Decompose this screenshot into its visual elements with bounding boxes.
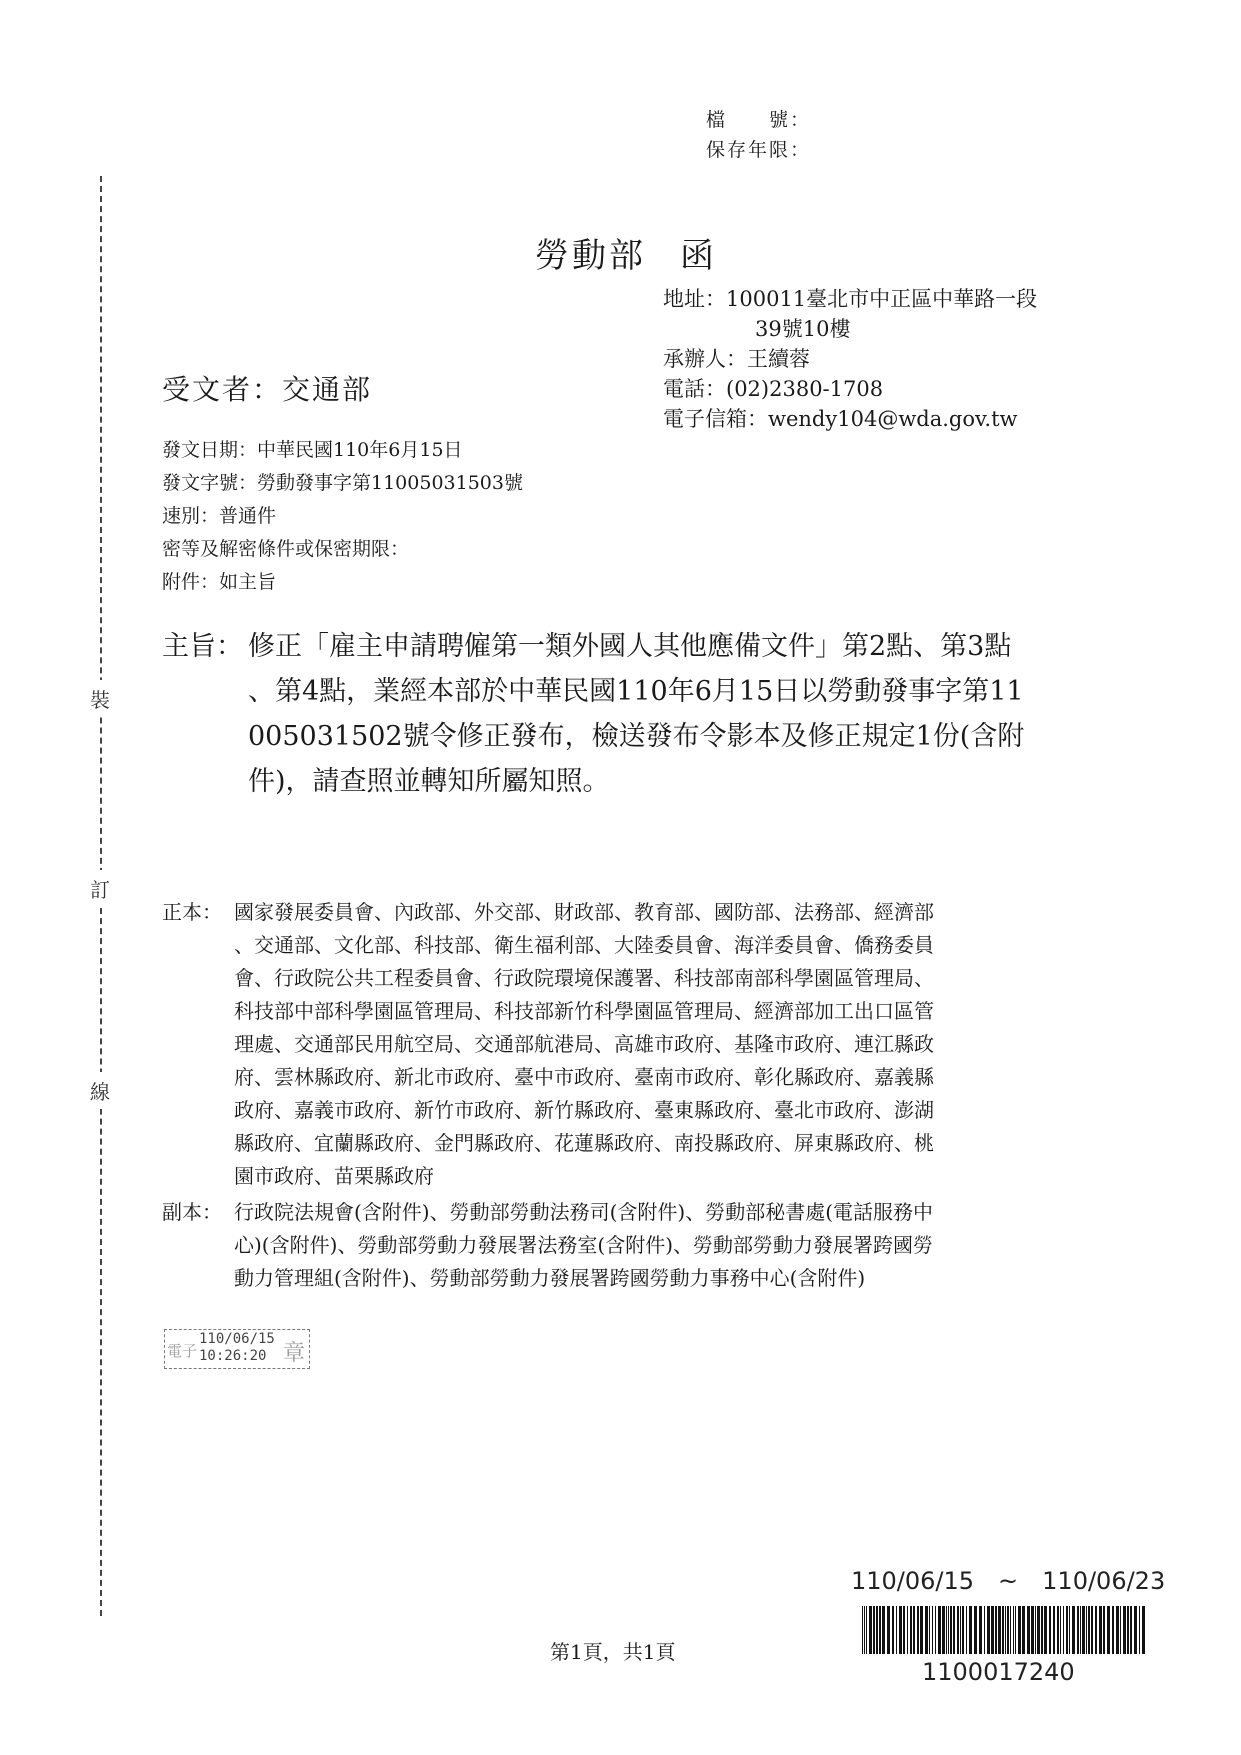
barcode-number: 1100017240 [922,1658,1075,1686]
barcode-bar [1142,1606,1145,1654]
barcode-bar [942,1606,945,1654]
barcode-bar [998,1606,1001,1654]
barcode-bar [1095,1606,1097,1654]
barcode-bar [1112,1606,1114,1654]
barcode-bar [1139,1606,1140,1654]
stamp-left-char: 電子 [167,1342,198,1360]
page-number: 第1頁，共1頁 [550,1640,676,1664]
binding-mark-xian: 線 [90,1072,110,1109]
copy-recipients-line: 心)(含附件)、勞動部勞動力發展署法務室(含附件)、勞動部勞動力發展署跨國勞 [234,1233,934,1257]
barcode-bar [962,1606,964,1654]
barcode-bar [1053,1606,1055,1654]
barcode-bar [1027,1606,1030,1654]
barcode-bar [948,1606,949,1654]
secrecy-level: 密等及解密條件或保密期限： [162,538,410,560]
barcode-bar [1007,1606,1009,1654]
barcode-bar [920,1606,923,1654]
barcode-bar [1060,1606,1061,1654]
barcode-bar [984,1606,985,1654]
barcode-bar [987,1606,990,1654]
stamp-right-char: 章 [282,1341,305,1366]
address-line-1: 地址：100011臺北市中正區中華路一段 [663,287,1038,311]
barcode-bar [995,1606,997,1654]
primary-recipients-section [162,896,934,1193]
barcode-bar [882,1606,885,1654]
primary-recipients-line: 政府、嘉義市政府、新竹市政府、新竹縣政府、臺東縣政府、臺北市政府、澎湖 [234,1098,934,1122]
subject-line: 件)，請查照並轉知所屬知照。 [248,766,610,797]
contact-block [663,284,1037,434]
issue-meta [162,434,523,599]
stamp-time: 10:26:20 [199,1348,267,1364]
barcode [860,1606,1150,1654]
barcode-bar [1010,1606,1011,1654]
barcode-bar [1116,1606,1119,1654]
primary-recipients-line: 府、雲林縣政府、新北市政府、臺中市政府、臺南市政府、彰化縣政府、嘉義縣 [234,1065,934,1089]
barcode-bar [1066,1606,1068,1654]
retention-period-label: 保存年限： [706,139,812,161]
barcode-bar [1002,1606,1004,1654]
delivery-speed: 速別：普通件 [162,505,277,527]
barcode-bar [864,1606,865,1654]
barcode-bar [1080,1606,1081,1654]
barcode-bar [917,1606,919,1654]
barcode-bar [873,1606,875,1654]
barcode-bar [887,1606,890,1654]
primary-recipients-line: 、交通部、文化部、科技部、衛生福利部、大陸委員會、海洋委員會、僑務委員 [234,933,934,957]
subject-label: 主旨： [162,631,243,662]
barcode-bar [935,1606,936,1654]
barcode-bar [969,1606,972,1654]
barcode-bar [896,1606,897,1654]
barcode-bar [862,1606,863,1654]
barcode-bar [1015,1606,1016,1654]
barcode-bar [932,1606,933,1654]
validity-date-range: 110/06/15 ~ 110/06/23 [851,1567,1166,1595]
barcode-bar [1107,1606,1110,1654]
primary-recipients-line: 園市政府、苗栗縣政府 [234,1164,434,1188]
barcode-bar [1077,1606,1079,1654]
barcode-bar [1072,1606,1075,1654]
barcode-bar [1063,1606,1064,1654]
barcode-bar [910,1606,912,1654]
barcode-bar [899,1606,902,1654]
barcode-bar [1057,1606,1059,1654]
barcode-bar [1082,1606,1085,1654]
barcode-bar [1123,1606,1126,1654]
barcode-bar [1037,1606,1040,1654]
copy-recipients-label: 副本： [162,1200,222,1224]
barcode-bar [1086,1606,1087,1654]
barcode-bar [953,1606,955,1654]
subject-section [162,624,1112,804]
file-number-label: 檔 號： [706,109,812,131]
address-line-2: 39號10樓 [755,317,851,341]
primary-recipients-line: 科技部中部科學園區管理局、科技部新竹科學園區管理局、經濟部加工出口區管 [234,999,934,1023]
barcode-bar [957,1606,959,1654]
primary-recipients-line: 會、行政院公共工程委員會、行政院環境保護署、科技部南部科學園區管理局、 [234,966,934,990]
issue-date: 發文日期：中華民國110年6月15日 [162,439,463,461]
barcode-bar [974,1606,977,1654]
barcode-bar [925,1606,928,1654]
barcode-bar [879,1606,881,1654]
barcode-bar [1103,1606,1105,1654]
barcode-bar [966,1606,967,1654]
barcode-bar [903,1606,905,1654]
attachment-info: 附件：如主旨 [162,571,277,593]
barcode-bar [913,1606,915,1654]
copy-recipients-section [162,1196,933,1295]
barcode-bar [1013,1606,1014,1654]
barcode-bar [929,1606,930,1654]
primary-recipients-line: 理處、交通部民用航空局、交通部航港局、高雄市政府、基隆市政府、連江縣政 [234,1032,934,1056]
stamp-date: 110/06/15 [199,1331,275,1347]
barcode-bar [907,1606,908,1654]
recipient: 受文者：交通部 [162,373,373,406]
barcode-bar [991,1606,994,1654]
barcode-bar [1088,1606,1090,1654]
barcode-bar [1120,1606,1121,1654]
barcode-bar [1041,1606,1043,1654]
electronic-seal-stamp [164,1329,310,1369]
barcode-bar [1049,1606,1051,1654]
barcode-bar [1005,1606,1006,1654]
barcode-bar [1069,1606,1070,1654]
subject-line: 修正「雇主申請聘僱第一類外國人其他應備文件」第2點、第3點 [248,631,1012,662]
subject-line: 、第4點，業經本部於中華民國110年6月15日以勞動發事字第11 [248,676,1024,707]
barcode-bar [950,1606,952,1654]
barcode-bar [938,1606,941,1654]
barcode-bar [1091,1606,1093,1654]
subject-line: 005031502號令修正發布，檢送發布令影本及修正規定1份(含附 [248,721,1025,752]
barcode-bar [876,1606,878,1654]
barcode-bar [1031,1606,1034,1654]
barcode-bar [892,1606,894,1654]
copy-recipients-line: 行政院法規會(含附件)、勞動部勞動法務司(含附件)、勞動部秘書處(電話服務中 [234,1200,934,1224]
barcode-bar [1134,1606,1137,1654]
agency-name: 勞動部 [535,236,646,276]
document-number: 發文字號：勞動發事字第11005031503號 [162,472,523,494]
barcode-bar [946,1606,947,1654]
primary-recipients-line: 國家發展委員會、內政部、外交部、財政部、教育部、國防部、法務部、經濟部 [234,900,934,924]
barcode-bar [1018,1606,1021,1654]
barcode-bar [1099,1606,1102,1654]
copy-recipients-line: 動力管理組(含附件)、勞動部勞動力發展署跨國勞動力事務中心(含附件) [234,1266,866,1290]
email-address: 電子信箱：wendy104@wda.gov.tw [663,407,1018,431]
barcode-bar [960,1606,961,1654]
barcode-bar [979,1606,982,1654]
document-title [535,228,717,277]
document-type: 函 [680,236,717,276]
barcode-bar [866,1606,867,1654]
barcode-bar [869,1606,872,1654]
barcode-bar [1035,1606,1036,1654]
primary-recipients-line: 縣政府、宜蘭縣政府、金門縣政府、花蓮縣政府、南投縣政府、屏東縣政府、桃 [234,1131,934,1155]
barcode-bar [1127,1606,1129,1654]
handler-name: 承辦人：王續蓉 [663,347,810,371]
barcode-bar [1044,1606,1047,1654]
barcode-bar [1130,1606,1132,1654]
phone-number: 電話：(02)2380-1708 [663,377,884,401]
barcode-bar [1022,1606,1025,1654]
primary-recipients-label: 正本： [162,900,222,924]
binding-mark-ding: 訂 [90,870,110,907]
binding-mark-zhuang: 裝 [90,680,110,717]
